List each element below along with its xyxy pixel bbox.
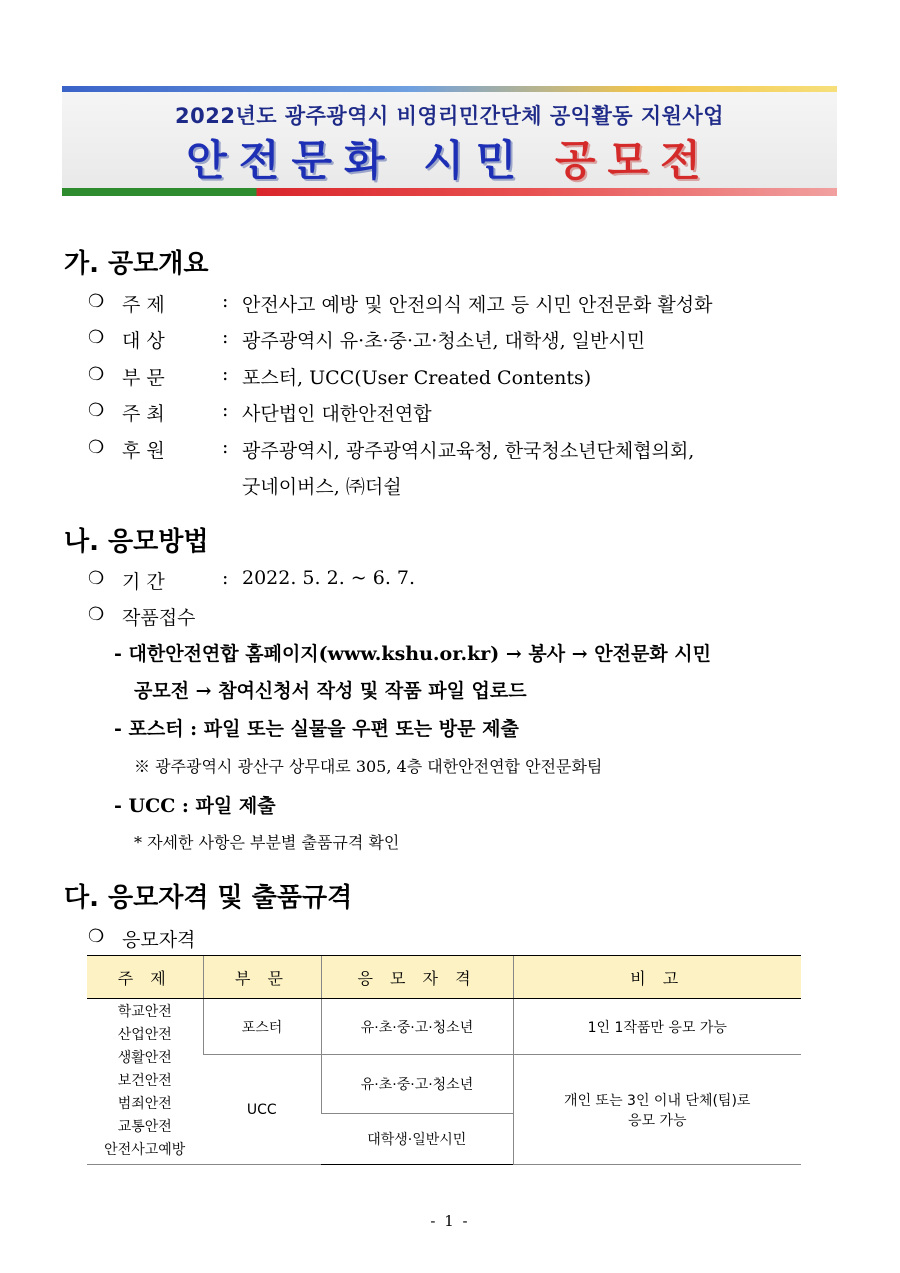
colon: : <box>222 326 229 348</box>
address-note: ※ 광주광역시 광산구 상무대로 305, 4층 대한안전연합 안전문화팀 <box>134 757 603 776</box>
host-value: 사단법인 대한안전연합 <box>242 403 432 425</box>
colon: : <box>222 290 229 312</box>
category-label: 부 문 <box>122 367 165 389</box>
bullet-icon: ❍ <box>88 437 105 458</box>
ucc-note-line1: 개인 또는 3인 이내 단체(팀)로 <box>564 1092 751 1109</box>
banner-title-part1: 안전문화 시민 <box>186 136 529 185</box>
ucc-category-cell: UCC <box>203 1055 321 1165</box>
category-value: 포스터, UCC(User Created Contents) <box>242 367 592 389</box>
bullet-icon: ❍ <box>88 291 105 312</box>
online-submission-line2: 공모전 → 참여신청서 작성 및 작품 파일 업로드 <box>134 680 527 702</box>
header-topic: 주 제 <box>87 956 203 999</box>
topic-item: 안전사고예방 <box>104 1142 186 1158</box>
ucc-note-line2: 응모 가능 <box>627 1112 687 1129</box>
banner-subtitle: 2022년도 광주광역시 비영리민간단체 공익활동 지원사업 <box>175 104 724 128</box>
ucc-eligibility-cell-2: 대학생·일반시민 <box>321 1114 513 1165</box>
banner-title-part2: 공모전 <box>554 136 713 185</box>
topic-item: 교통안전 <box>117 1119 172 1135</box>
topic-item: 보건안전 <box>117 1073 172 1089</box>
detail-note: * 자세한 사항은 부분별 출품규격 확인 <box>134 833 400 852</box>
ucc-note-cell <box>513 1055 801 1165</box>
bullet-icon: ❍ <box>88 568 105 589</box>
poster-note-cell: 1인 1작품만 응모 가능 <box>513 999 801 1055</box>
topic-item: 범죄안전 <box>117 1096 172 1112</box>
ucc-eligibility-cell-1: 유·초·중·고·청소년 <box>321 1055 513 1114</box>
sponsor-value: 광주광역시, 광주광역시교육청, 한국청소년단체협의회, <box>242 440 695 462</box>
period-value: 2022. 5. 2. ~ 6. 7. <box>242 567 416 589</box>
colon: : <box>222 567 229 589</box>
receipt-label: 작품접수 <box>122 607 196 629</box>
section-b-heading: 나. 응모방법 <box>64 527 209 557</box>
topic-item: 생활안전 <box>117 1050 172 1066</box>
colon: : <box>222 436 229 458</box>
ucc-submission-line: - UCC : 파일 제출 <box>114 795 276 817</box>
bullet-icon: ❍ <box>88 926 105 947</box>
subject-label: 주 제 <box>122 294 165 316</box>
bullet-icon: ❍ <box>88 604 105 625</box>
banner-top-stripe <box>62 86 837 92</box>
header-category: 부 문 <box>203 956 321 999</box>
topic-item: 학교안전 <box>117 1004 172 1020</box>
eligibility-label: 응모자격 <box>122 929 196 951</box>
poster-category-cell: 포스터 <box>203 999 321 1055</box>
bullet-icon: ❍ <box>88 327 105 348</box>
sponsor-label: 후 원 <box>122 440 165 462</box>
target-label: 대 상 <box>122 330 165 352</box>
poster-eligibility-cell: 유·초·중·고·청소년 <box>321 999 513 1055</box>
banner-title <box>62 128 837 188</box>
subject-value: 안전사고 예방 및 안전의식 제고 등 시민 안전문화 활성화 <box>242 294 713 316</box>
host-label: 주 최 <box>122 403 165 425</box>
eligibility-table <box>87 955 801 1165</box>
table-header-row <box>87 956 801 999</box>
banner-bottom-stripe <box>62 188 837 196</box>
section-a-heading: 가. 공모개요 <box>64 249 209 279</box>
colon: : <box>222 399 229 421</box>
sponsor-value-line2: 굿네이버스, ㈜더쉴 <box>242 476 402 498</box>
period-label: 기 간 <box>122 571 165 593</box>
topic-item: 산업안전 <box>117 1027 172 1043</box>
title-banner <box>62 86 837 196</box>
target-value: 광주광역시 유·초·중·고·청소년, 대학생, 일반시민 <box>242 330 646 352</box>
page-number: - 1 - <box>430 1212 470 1230</box>
header-eligibility: 응 모 자 격 <box>321 956 513 999</box>
poster-submission-line: - 포스터 : 파일 또는 실물을 우편 또는 방문 제출 <box>114 718 519 740</box>
section-c-heading: 다. 응모자격 및 출품규격 <box>64 883 353 913</box>
bullet-icon: ❍ <box>88 400 105 421</box>
header-note: 비 고 <box>513 956 801 999</box>
table-row <box>87 999 801 1055</box>
colon: : <box>222 363 229 385</box>
topic-list <box>87 999 203 1165</box>
online-submission-line1: - 대한안전연합 홈페이지(www.kshu.or.kr) → 봉사 → 안전문화 시민 <box>114 643 711 665</box>
bullet-icon: ❍ <box>88 364 105 385</box>
